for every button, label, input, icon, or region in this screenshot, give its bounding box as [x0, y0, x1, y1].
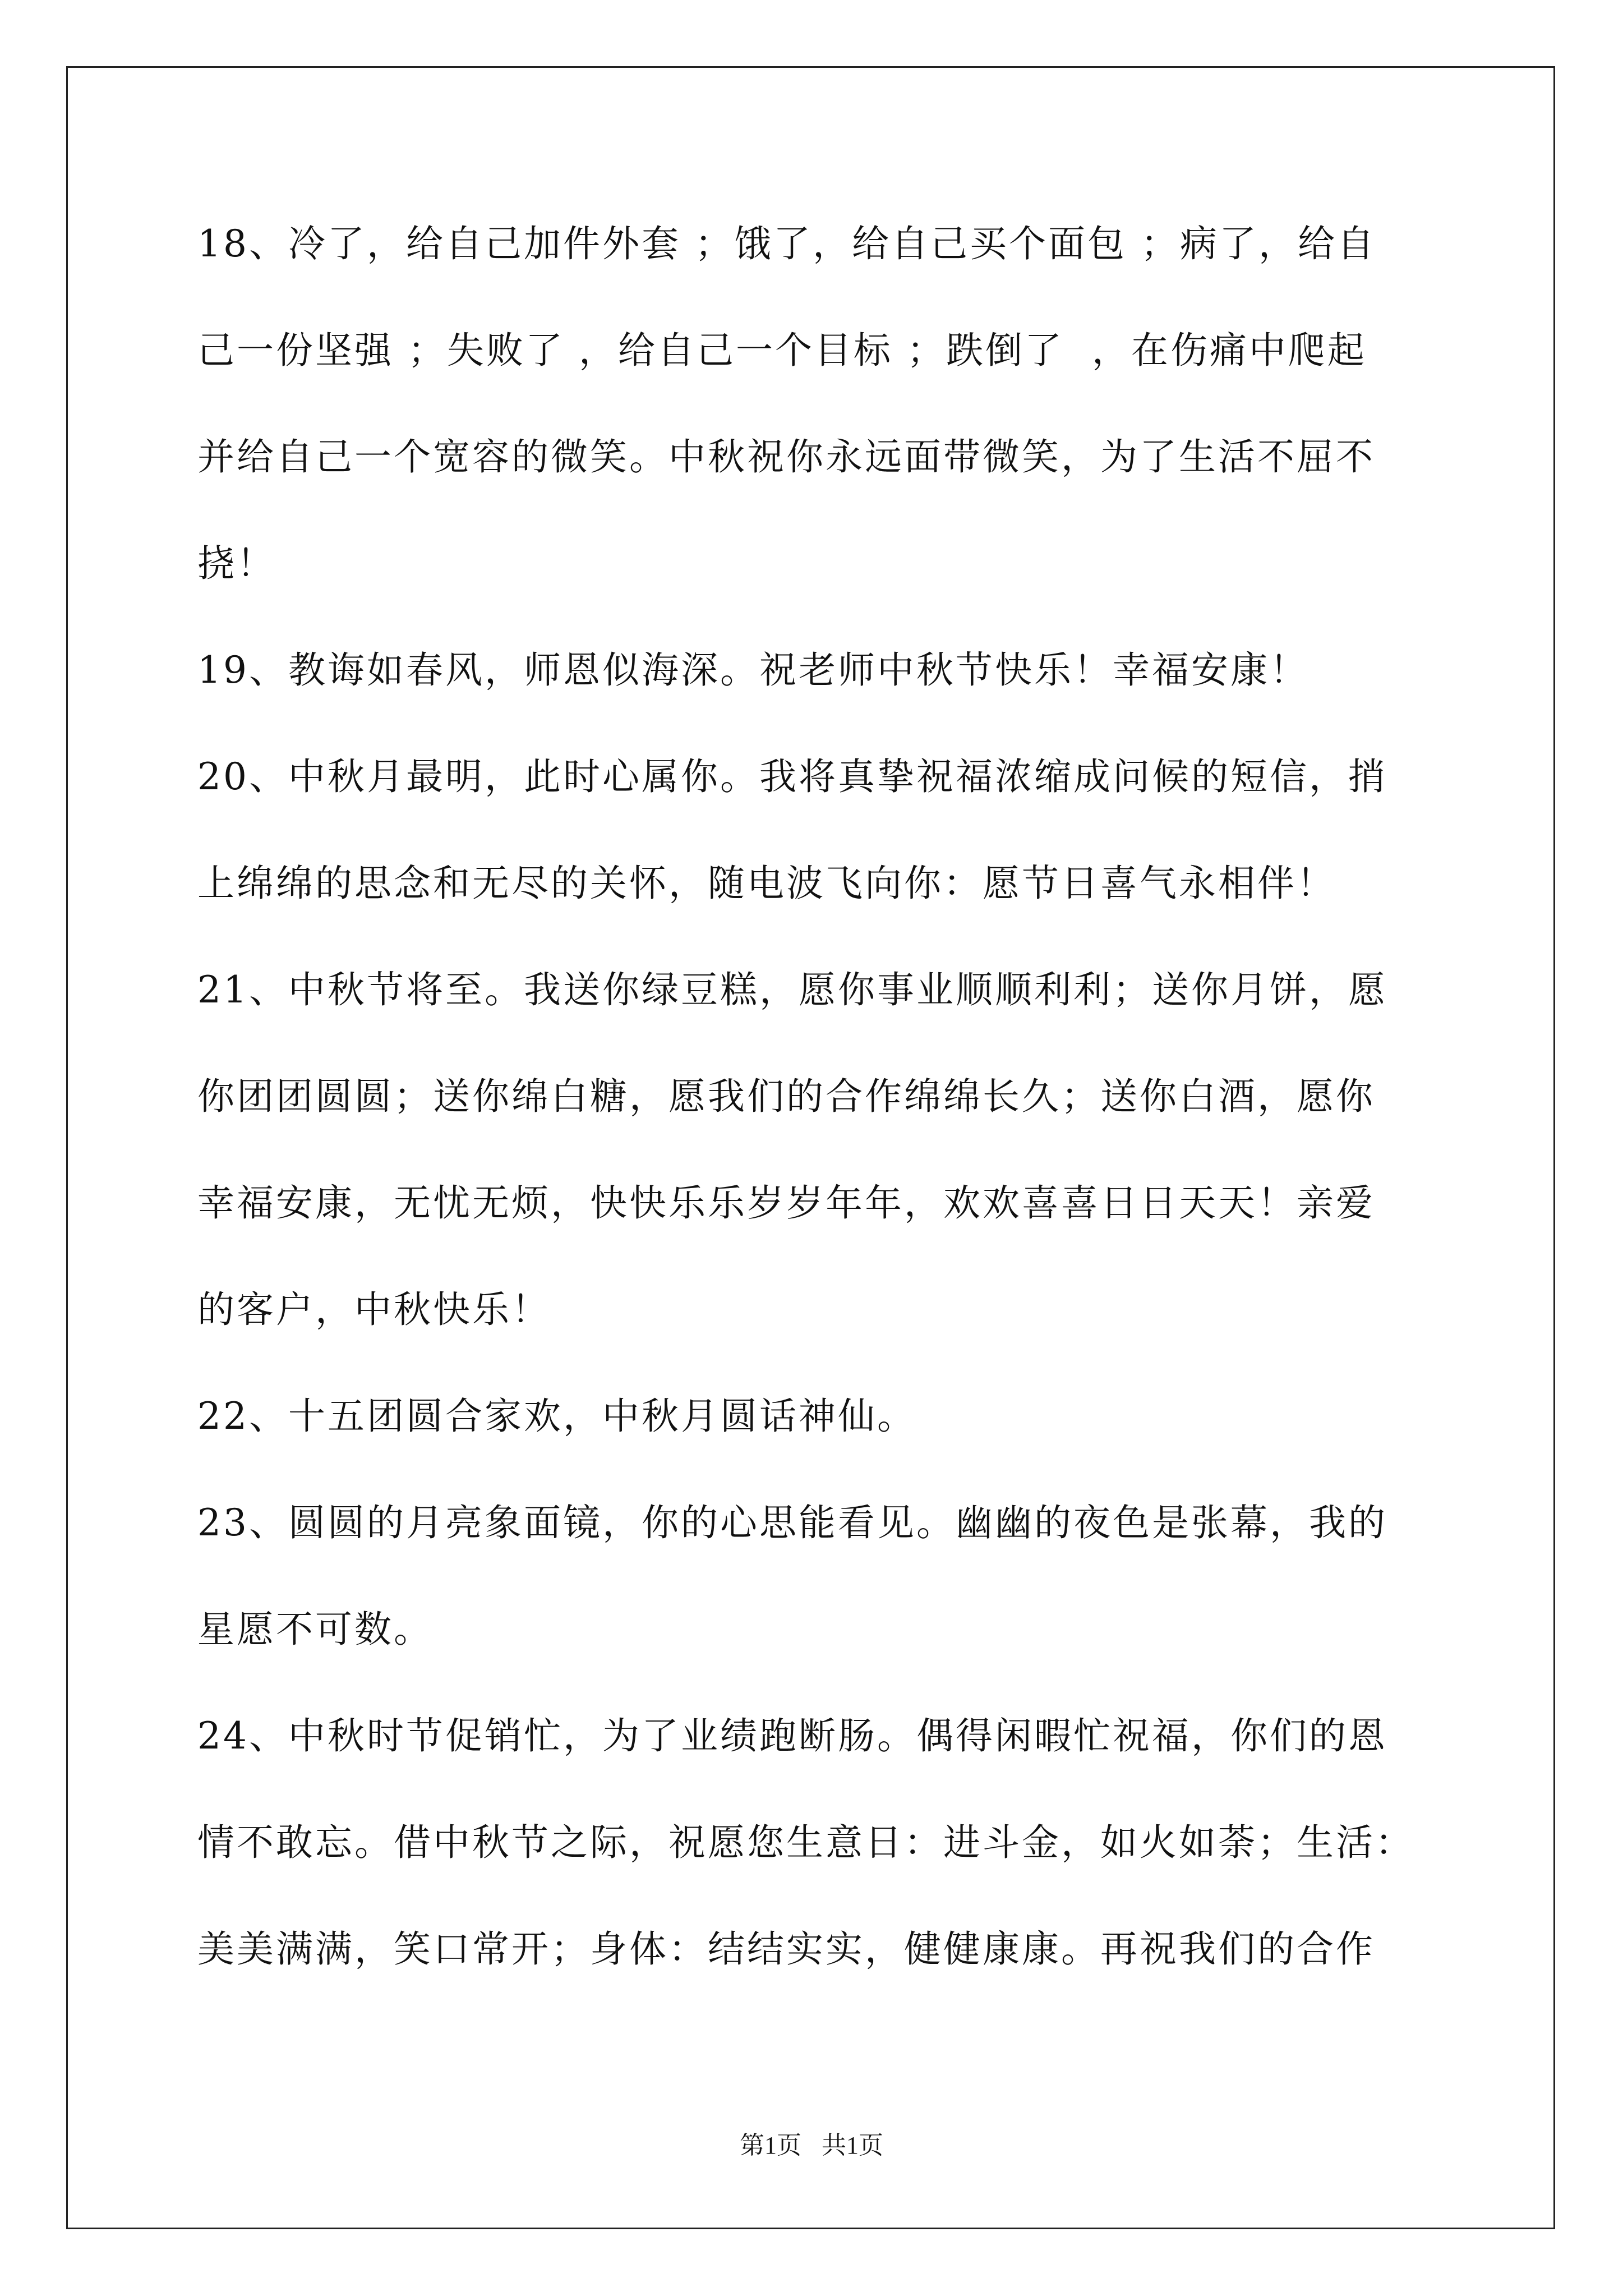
text-line: 18、冷了，给自己加件外套 ；饿了，给自己买个面包 ；病了，给自: [197, 222, 1376, 265]
page-number: 第1页: [740, 2132, 801, 2159]
page-total: 共1页: [822, 2132, 883, 2159]
text-line: 20、中秋月最明，此时心属你。我将真挚祝福浓缩成问候的短信，捎: [197, 755, 1387, 798]
text-line: 挠！: [197, 542, 276, 585]
text-line: 你团团圆圆；送你绵白糖，愿我们的合作绵绵长久；送你白酒，愿你: [197, 1075, 1375, 1118]
page-footer: [0, 2129, 1623, 2162]
text-line: 24、中秋时节促销忙，为了业绩跑断肠。偶得闲暇忙祝福，你们的恩: [197, 1714, 1387, 1757]
text-line: 幸福安康，无忧无烦，快快乐乐岁岁年年，欢欢喜喜日日天天！亲爱: [197, 1181, 1375, 1225]
text-line: 19、教诲如春风，师恩似海深。祝老师中秋节快乐！幸福安康！: [197, 648, 1309, 692]
text-line: 上绵绵的思念和无尽的关怀，随电波飞向你：愿节日喜气永相伴！: [197, 862, 1336, 905]
text-line: 己一份坚强 ；失败了 ，给自己一个目标 ；跌倒了 ，在伤痛中爬起: [197, 329, 1367, 372]
text-line: 并给自己一个宽容的微笑。中秋祝你永远面带微笑，为了生活不屈不: [197, 435, 1375, 478]
text-line: 22、十五团圆合家欢，中秋月圆话神仙。: [197, 1395, 916, 1438]
text-line: 情不敢忘。借中秋节之际，祝愿您生意日：进斗金，如火如荼；生活：: [197, 1821, 1414, 1864]
text-line: 的客户，中秋快乐！: [197, 1288, 551, 1331]
text-line: 美美满满，笑口常开；身体：结结实实，健健康康。再祝我们的合作: [197, 1927, 1375, 1971]
text-line: 23、圆圆的月亮象面镜，你的心思能看见。幽幽的夜色是张幕，我的: [197, 1501, 1387, 1544]
document-body: [197, 213, 1431, 2025]
text-line: 21、中秋节将至。我送你绿豆糕，愿你事业顺顺利利；送你月饼，愿: [197, 968, 1387, 1011]
text-line: 星愿不可数。: [197, 1608, 433, 1651]
